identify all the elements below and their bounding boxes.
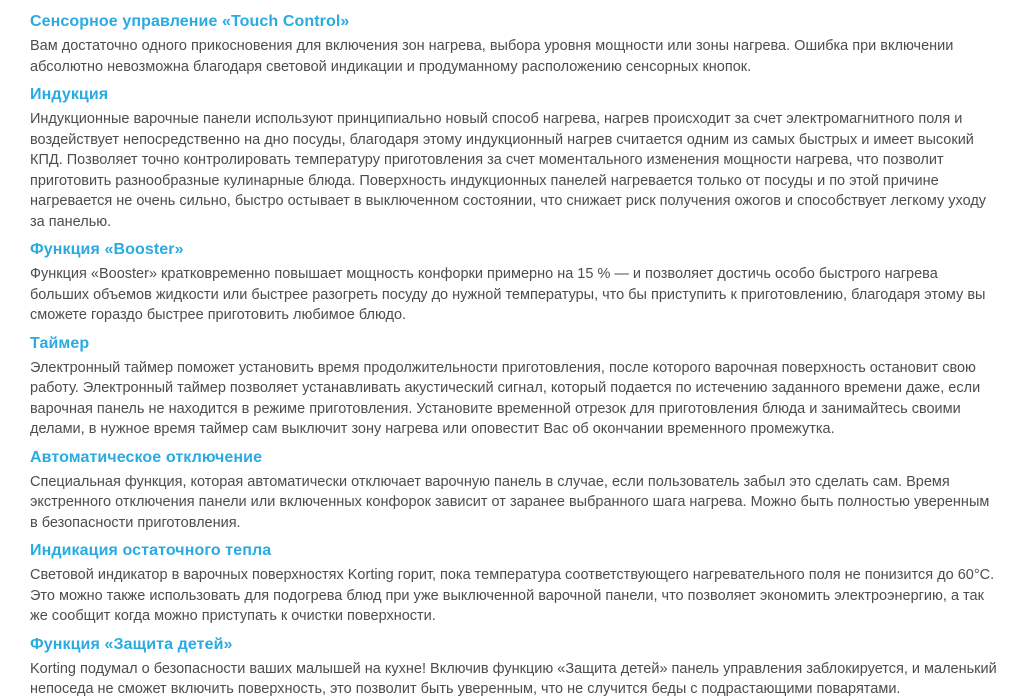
feature-heading-residual-heat: Индикация остаточного тепла <box>30 542 272 559</box>
feature-body-booster: Функция «Booster» кратковременно повышает мощность конфорки примерно на 15 % — и позволяет достичь особо быстрого нагрева больших объемов жидкости или быстрее разогреть посуду до нужной температуры, что бы приступить к приготовлению, благодаря этому вы сможете гораздо быстрее приготовить любимое блюдо. <box>30 266 986 323</box>
feature-heading-child-lock: Функция «Защита детей» <box>30 635 233 653</box>
feature-heading-induction: Индукция <box>30 86 109 103</box>
feature-body-residual-heat: Световой индикатор в варочных поверхностях Korting горит, пока температура соответствующего нагревательного поля не понизится до 60°С. Это можно также использовать для подогрева блюд при уже выключенной варочной панели, что позволяет экономить электроэнергию, а так же сообщит когда можно приступать к очистки поверхности. <box>30 567 995 624</box>
feature-body-auto-off: Специальная функция, которая автоматически отключает варочную панель в случае, если пользователь забыл это сделать сам. Время экстренного отключения панели или включенных конфорок зависит от заранее выбранного шага нагрева. Можно быть полностью уверенным в безопасности приготовления. <box>30 473 990 531</box>
feature-section-auto-off <box>30 447 1000 534</box>
feature-section-booster <box>30 239 1000 326</box>
feature-body-child-lock: Korting подумал о безопасности ваших малышей на кухне! Включив функцию «Защита детей» панель управления заблокируется, и маленький непоседа не сможет включить поверхность, это позволит быть уверенным, что не случится беды с подрастающими поварятами. <box>30 660 997 697</box>
feature-heading-timer: Таймер <box>30 334 90 352</box>
feature-section-induction <box>30 84 1000 232</box>
feature-section-touch-control <box>30 11 1000 77</box>
feature-section-child-lock <box>30 634 1000 700</box>
feature-body-induction: Индукционные варочные панели используют принципиально новый способ нагрева, нагрев происходит за счет электромагнитного поля и воздействует непосредственно на дно посуды, благодаря этому индукционный нагрев считается одним из самых быстрых и имеет высокий КПД. Позволяет точно контролировать температуру приготовления за счет моментального изменения мощности нагрева, что позволит приготовить разнообразные кулинарные блюда. Поверхность индукционных панелей нагревается только от посуды и по этой причине нагревается не очень сильно, быстро остывает в выключенном состоянии, что снижает риск получения ожогов и способствует легкому уходу за панелью. <box>30 111 987 230</box>
feature-body-touch-control: Вам достаточно одного прикосновения для включения зон нагрева, выбора уровня мощности или зоны нагрева. Ошибка при включении абсолютно невозможна благодаря световой индикации и продуманному расположению сенсорных кнопок. <box>30 38 954 75</box>
feature-section-residual-heat <box>30 540 1000 627</box>
feature-section-timer <box>30 333 1000 440</box>
feature-heading-touch-control: Сенсорное управление «Touch Control» <box>30 13 350 30</box>
feature-heading-booster: Функция «Booster» <box>30 241 184 258</box>
feature-body-timer: Электронный таймер поможет установить время продолжительности приготовления, после которого варочная поверхность остановит свою работу. Электронный таймер позволяет устанавливать акустический сигнал, который подается по истечению заданного времени даже, если варочная панель не находится в режиме приготовления. Установите временной отрезок для приготовления блюда и занимайтесь своими делами, в нужное время таймер сам выключит зону нагрева или оповестит Вас об окончании временного промежутка. <box>30 359 981 437</box>
feature-heading-auto-off: Автоматическое отключение <box>30 448 263 466</box>
